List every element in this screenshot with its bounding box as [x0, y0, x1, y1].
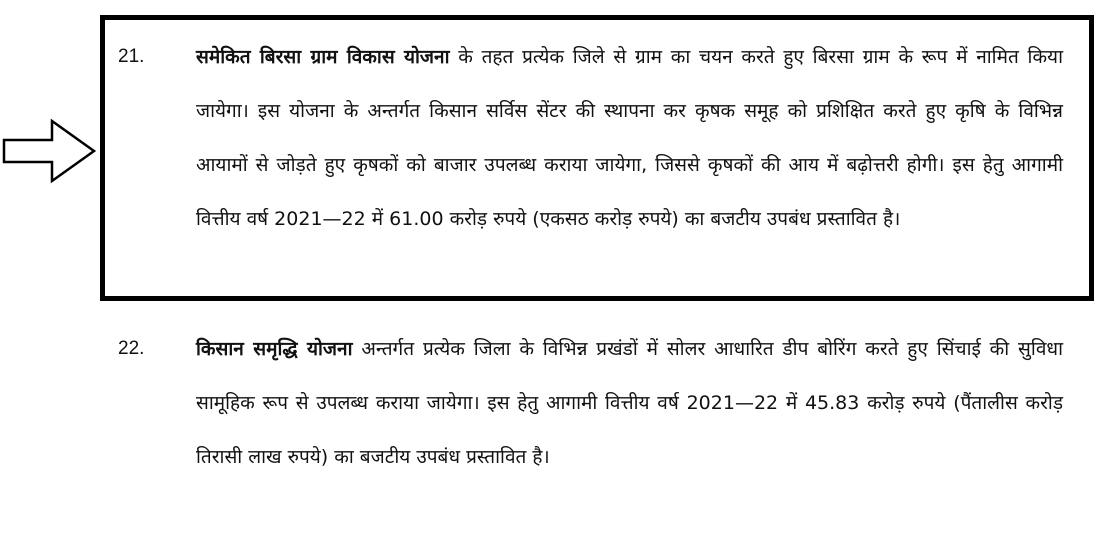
paragraph-body	[196, 30, 1063, 246]
paragraph-number: 22.	[118, 338, 145, 359]
right-arrow-outline-icon	[0, 118, 98, 184]
paragraph-number: 21.	[118, 46, 145, 67]
scheme-title: किसान समृद्धि योजना	[196, 338, 353, 360]
paragraph-body	[196, 322, 1063, 484]
paragraph-21	[118, 30, 1063, 246]
paragraph-text: अन्तर्गत प्रत्येक जिला के विभिन्न प्रखंडों में सोलर आधारित डीप बोरिंग करते हुए सिंचाई की सुविधा सामूहिक रूप से उपलब्ध कराया जायेगा। इस हेतु आगामी वित्तीय वर्ष 2021—22 में 45.83 करोड़ रुपये (पैंतालीस करोड़ तिरासी लाख रुपये) का बजटीय उपबंध प्रस्तावित है।	[196, 338, 1063, 468]
paragraph-text: के तहत प्रत्येक जिले से ग्राम का चयन करते हुए बिरसा ग्राम के रूप में नामित किया जायेगा। इस योजना के अन्तर्गत किसान सर्विस सेंटर की स्थापना कर कृषक समूह को प्रशिक्षित करते हुए कृषि के विभिन्न आयामों से जोड़ते हुए कृषकों को बाजार उपलब्ध कराया जायेगा, जिससे कृषकों की आय में बढ़ोत्तरी होगी। इस हेतु आगामी वित्तीय वर्ष 2021—22 में 61.00 करोड़ रुपये (एकसठ करोड़ रुपये) का बजटीय उपबंध प्रस्तावित है।	[196, 46, 1063, 230]
paragraph-22	[118, 322, 1063, 484]
scheme-title: समेकित बिरसा ग्राम विकास योजना	[196, 46, 450, 68]
